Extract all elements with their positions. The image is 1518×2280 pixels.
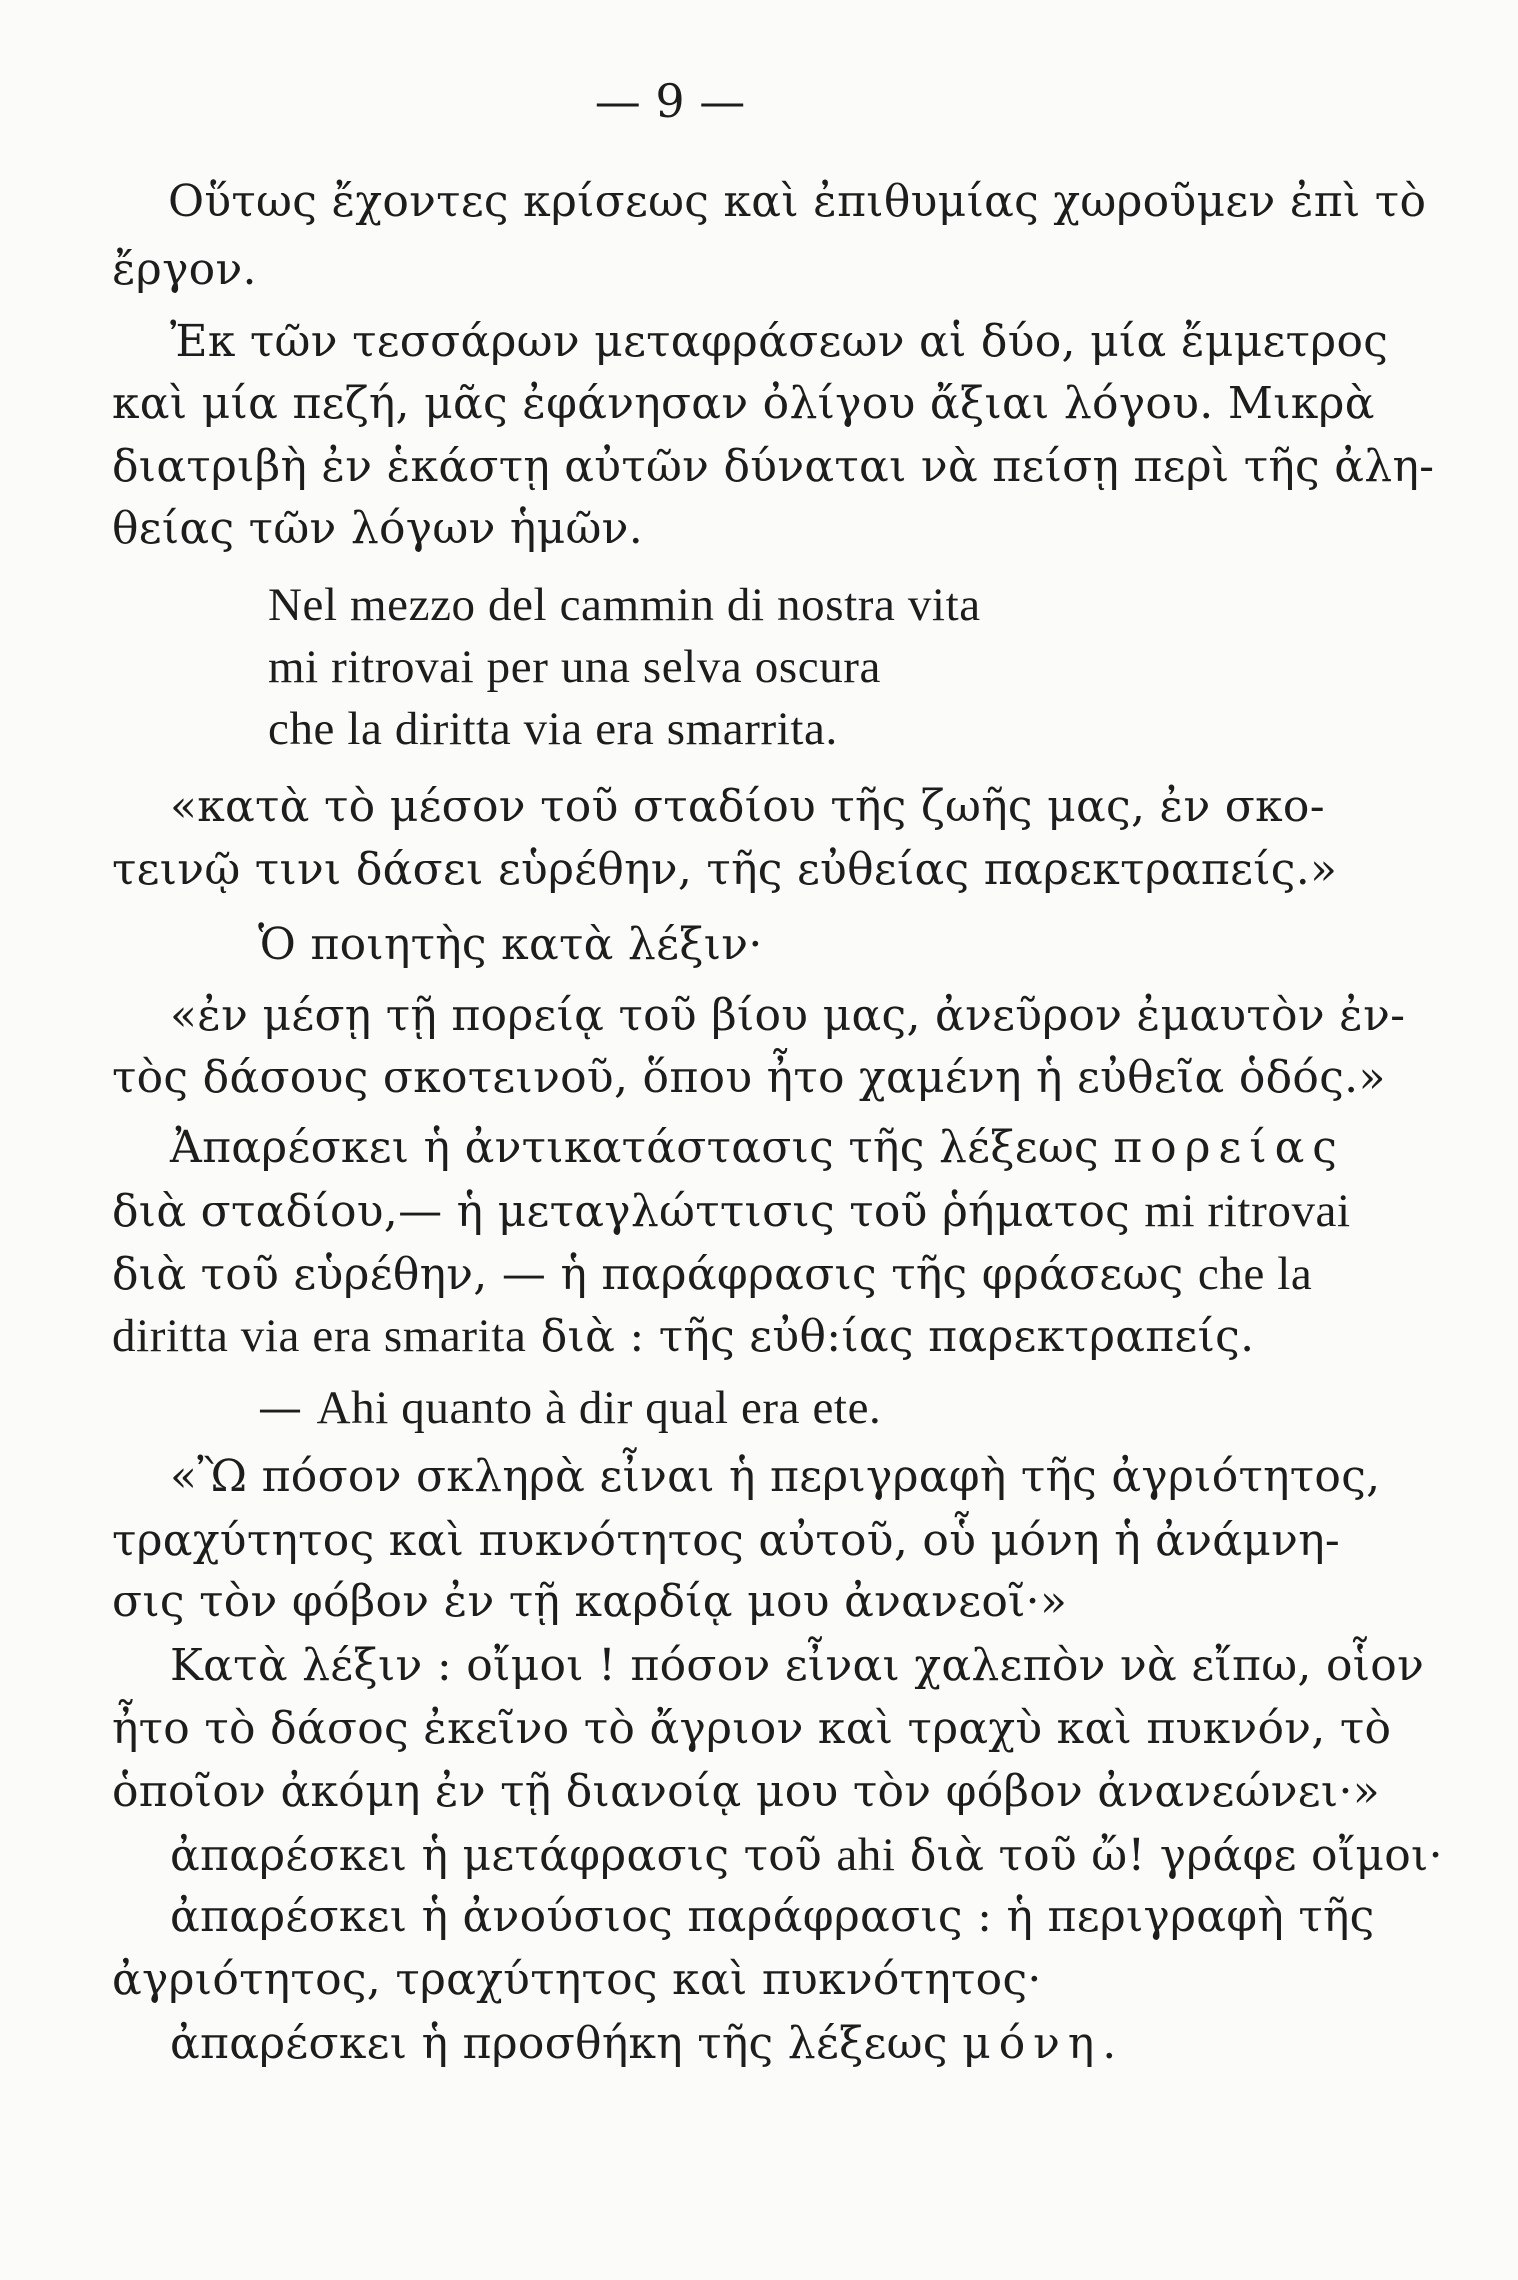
text-segment: che la xyxy=(1197,1248,1313,1300)
page-number-value: 9 xyxy=(655,74,685,128)
text-line-1 xyxy=(168,176,1427,227)
text-segment: τραχύτητος καὶ πυκνότητος αὐτοῦ, οὗ μόνη ἡ ἀνάμνη- xyxy=(112,1515,1341,1566)
text-segment: diritta via era smarita xyxy=(112,1310,527,1362)
text-segment: ἀπαρέσκει ἡ ἀνούσιος παράφρασις : ἡ περιγραφὴ τῆς xyxy=(170,1891,1375,1942)
text-segment: — xyxy=(258,1383,317,1434)
text-line-25 xyxy=(112,1766,1380,1817)
text-segment: Κατὰ λέξιν : οἴμοι ! πόσον εἶναι χαλεπὸν νὰ εἴπω, οἷον xyxy=(170,1640,1425,1691)
text-line-4 xyxy=(112,378,1375,429)
text-segment: διὰ τοῦ εὑρέθην, — ἡ παράφρασις τῆς φράσεως xyxy=(112,1249,1198,1300)
text-line-12 xyxy=(258,919,763,970)
page-number: — 9 — xyxy=(594,74,746,128)
text-segment: «ἐν μέσῃ τῇ πορείᾳ τοῦ βίου μας, ἀνεῦρον ἐμαυτὸν ἐν- xyxy=(170,990,1406,1041)
text-line-15 xyxy=(170,1122,1345,1173)
text-segment: ὁποῖον ἀκόμη ἐν τῇ διανοίᾳ μου τὸν φόβον ἀνανεώνει·» xyxy=(112,1766,1380,1817)
text-segment: ἦτο τὸ δάσος ἐκεῖνο τὸ ἄγριον καὶ τραχὺ καὶ πυκνόν, τὸ xyxy=(112,1703,1392,1754)
text-line-23 xyxy=(170,1640,1425,1691)
text-segment: mi ritrovai xyxy=(1144,1185,1351,1237)
text-segment: «κατὰ τὸ μέσον τοῦ σταδίου τῆς ζωῆς μας, ἐν σκο- xyxy=(170,781,1325,832)
text-segment: θείας τῶν λόγων ἡμῶν. xyxy=(112,503,643,554)
text-segment: διατριβὴ ἐν ἑκάστῃ αὐτῶν δύναται νὰ πείσῃ περὶ τῆς ἀλη- xyxy=(112,441,1435,492)
text-segment: τεινῷ τινι δάσει εὑρέθην, τῆς εὐθείας παρεκτραπείς.» xyxy=(112,844,1338,895)
text-line-24 xyxy=(112,1703,1392,1754)
text-line-13 xyxy=(170,990,1406,1041)
text-segment: mi ritrovai per una selva oscura xyxy=(268,641,882,693)
text-segment: ἀγριότητος, τραχύτητος καὶ πυκνότητος· xyxy=(112,1954,1042,2005)
text-segment: che la diritta via era smarrita. xyxy=(268,703,838,755)
text-segment: ahi xyxy=(836,1829,896,1881)
text-segment: ἀπαρέσκει ἡ μετάφρασις τοῦ xyxy=(170,1830,837,1881)
text-segment: καὶ μία πεζή, μᾶς ἐφάνησαν ὀλίγου ἄξιαι λόγου. Μικρὰ xyxy=(112,378,1375,429)
text-line-5 xyxy=(112,441,1435,492)
text-line-19 xyxy=(258,1382,882,1434)
text-line-9 xyxy=(268,703,838,755)
text-line-17 xyxy=(112,1248,1313,1300)
text-line-14 xyxy=(112,1052,1386,1103)
text-segment: διὰ σταδίου,— ἡ μεταγλώττισις τοῦ ῥήματος xyxy=(112,1186,1145,1237)
text-line-26 xyxy=(170,1829,1443,1881)
text-segment: τὸς δάσους σκοτεινοῦ, ὅπου ἦτο χαμένη ἡ εὐθεῖα ὁδός.» xyxy=(112,1052,1386,1103)
text-segment: Nel mezzo del cammin di nostra vita xyxy=(268,579,981,631)
text-segment: διὰ τοῦ ὤ! γράφε οἴμοι· xyxy=(895,1830,1443,1881)
text-segment: Ἀπαρέσκει ἡ ἀντικατάστασις τῆς λέξεως xyxy=(170,1122,1114,1173)
text-segment: Ahi quanto à dir qual era ete. xyxy=(316,1382,882,1434)
text-line-20 xyxy=(170,1451,1381,1502)
text-segment: «Ὢ πόσον σκληρὰ εἶναι ἡ περιγραφὴ τῆς ἀγριότητος, xyxy=(170,1451,1381,1502)
text-line-3 xyxy=(170,316,1389,367)
text-segment: διὰ : τῆς εὐθ:ίας παρεκτραπείς. xyxy=(526,1311,1255,1362)
text-line-29 xyxy=(170,2018,1125,2069)
text-line-21 xyxy=(112,1515,1341,1566)
text-segment: Οὕτως ἔχοντες κρίσεως καὶ ἐπιθυμίας χωροῦμεν ἐπὶ τὸ xyxy=(168,176,1427,227)
text-line-27 xyxy=(170,1891,1375,1942)
text-line-8 xyxy=(268,641,882,693)
text-segment: Ἐκ τῶν τεσσάρων μεταφράσεων αἱ δύο, μία ἔμμετρος xyxy=(170,316,1389,367)
text-line-11 xyxy=(112,844,1338,895)
text-line-6 xyxy=(112,503,643,554)
text-segment: ἔργον. xyxy=(112,244,257,295)
text-line-7 xyxy=(268,579,981,631)
text-segment: πορείας xyxy=(1113,1122,1345,1173)
text-segment: σις τὸν φόβον ἐν τῇ καρδίᾳ μου ἀνανεοῖ·» xyxy=(112,1576,1068,1627)
text-segment: ἀπαρέσκει ἡ προσθήκη τῆς λέξεως xyxy=(170,2018,963,2069)
text-line-22 xyxy=(112,1576,1068,1627)
text-segment: μόνη. xyxy=(962,2018,1125,2069)
text-segment: Ὁ ποιητὴς κατὰ λέξιν· xyxy=(258,919,763,970)
text-line-28 xyxy=(112,1954,1042,2005)
text-line-2 xyxy=(112,244,257,295)
text-line-16 xyxy=(112,1185,1351,1237)
text-line-10 xyxy=(170,781,1325,832)
text-line-18 xyxy=(112,1310,1255,1362)
